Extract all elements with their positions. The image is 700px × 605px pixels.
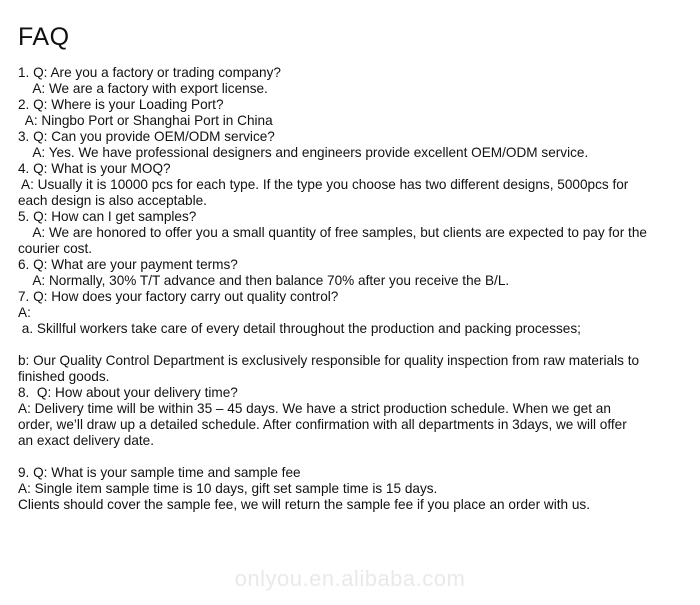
faq-line: a. Skillful workers take care of every detail throughout the production and packing processes;	[18, 321, 581, 336]
faq-line: 1. Q: Are you a factory or trading company?	[18, 65, 281, 80]
faq-line: each design is also acceptable.	[18, 193, 207, 208]
faq-line: 5. Q: How can I get samples?	[18, 209, 197, 224]
faq-line: 4. Q: What is your MOQ?	[18, 161, 171, 176]
faq-line: b: Our Quality Control Department is exclusively responsible for quality inspection from raw materials to	[18, 353, 640, 368]
faq-line: A: Normally, 30% T/T advance and then balance 70% after you receive the B/L.	[18, 273, 510, 288]
faq-line: A: Yes. We have professional designers and engineers provide excellent OEM/ODM service.	[18, 145, 589, 160]
faq-line: A: Ningbo Port or Shanghai Port in China	[18, 113, 273, 128]
faq-line: A: We are a factory with export license.	[18, 81, 268, 96]
page-title: FAQ	[18, 23, 70, 51]
faq-line: 6. Q: What are your payment terms?	[18, 257, 238, 272]
faq-line	[18, 449, 682, 465]
faq-line: Clients should cover the sample fee, we will return the sample fee if you place an order with us.	[18, 497, 590, 512]
faq-line: 9. Q: What is your sample time and sample fee	[18, 465, 301, 480]
faq-line: courier cost.	[18, 241, 93, 256]
faq-line: A: We are honored to offer you a small quantity of free samples, but clients are expected to pay for the	[18, 225, 647, 240]
faq-line: finished goods.	[18, 369, 110, 384]
faq-line: 8. Q: How about your delivery time?	[18, 385, 238, 400]
faq-line: A:	[18, 305, 31, 320]
faq-line: A: Usually it is 10000 pcs for each type. If the type you choose has two different designs, 5000pcs for	[18, 177, 629, 192]
faq-line	[18, 337, 682, 353]
faq-line: an exact delivery date.	[18, 433, 155, 448]
faq-line: 7. Q: How does your factory carry out quality control?	[18, 289, 339, 304]
faq-line: 2. Q: Where is your Loading Port?	[18, 97, 224, 112]
watermark-text: onlyou.en.alibaba.com	[234, 566, 466, 591]
faq-line: order, we’ll draw up a detailed schedule. After confirmation with all departments in 3days, we will offer	[18, 417, 627, 432]
faq-line: A: Delivery time will be within 35 – 45 days. We have a strict production schedule. When we get an	[18, 401, 611, 416]
faq-list	[18, 65, 682, 513]
faq-line: A: Single item sample time is 10 days, gift set sample time is 15 days.	[18, 481, 438, 496]
faq-line: 3. Q: Can you provide OEM/ODM service?	[18, 129, 275, 144]
